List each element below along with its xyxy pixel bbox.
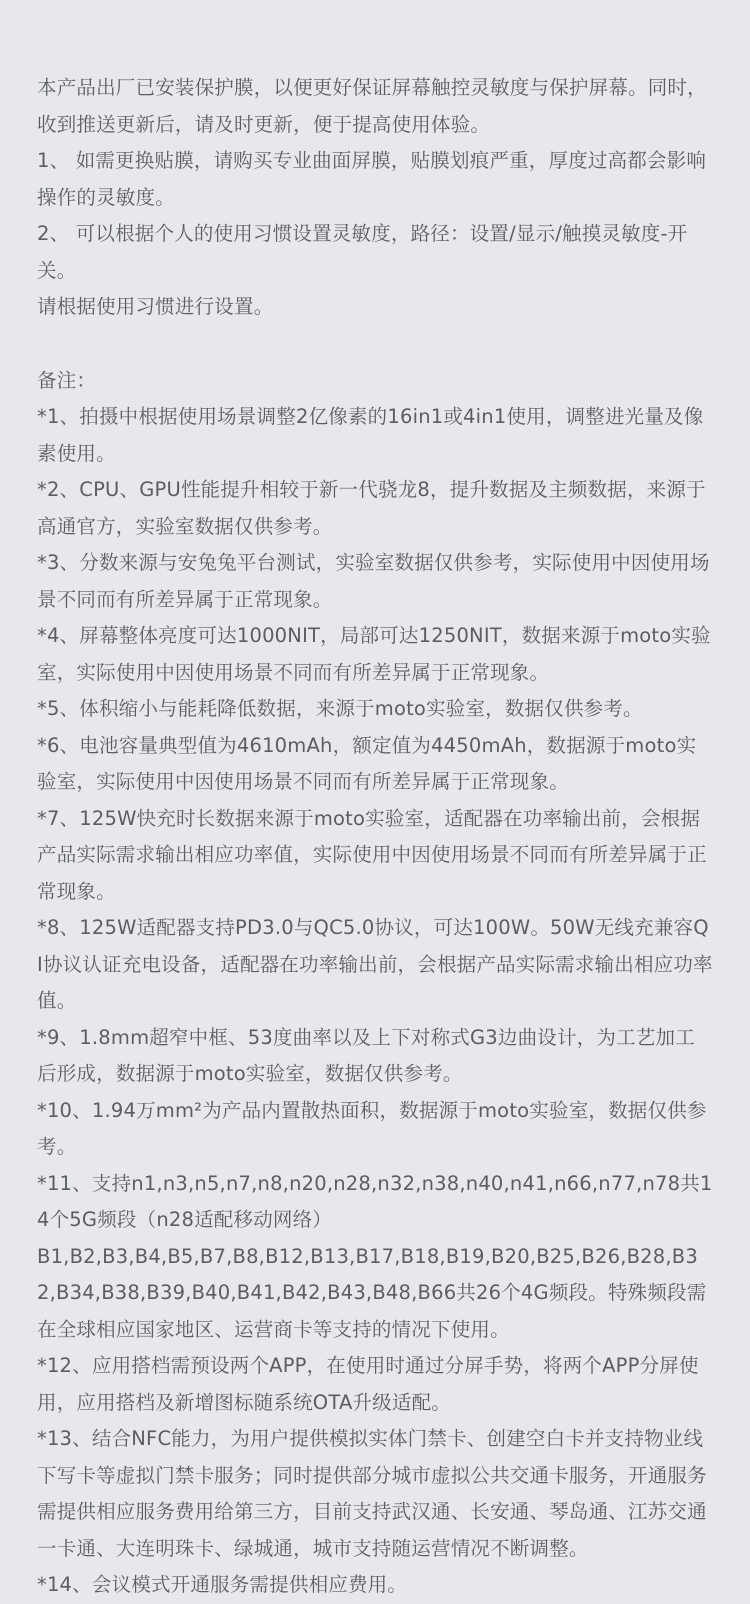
note-item-11-5g-bands: *11、支持n1,n3,n5,n7,n8,n20,n28,n32,n38,n40,n41,n66,n77,n78共14个5G频段（n28适配移动网络） xyxy=(37,1171,713,1231)
intro-item-replace-film: 1、 如需更换贴膜，请购买专业曲面屏膜，贴膜划痕严重，厚度过高都会影响操作的灵敏度。 xyxy=(37,149,707,209)
note-item-4: *4、屏幕整体亮度可达1000NIT，局部可达1250NIT，数据来源于moto实验室，实际使用中因使用场景不同而有所差异属于正常现象。 xyxy=(37,624,711,684)
note-item-1: *1、拍摄中根据使用场景调整2亿像素的16in1或4in1使用，调整进光量及像素使用。 xyxy=(37,405,704,465)
note-item-5: *5、体积缩小与能耗降低数据，来源于moto实验室，数据仅供参考。 xyxy=(37,697,643,720)
note-item-12: *12、应用搭档需预设两个APP，在使用时通过分屏手势，将两个APP分屏使用，应用搭档及新增图标随系统OTA升级适配。 xyxy=(37,1354,699,1414)
note-item-3: *3、分数来源与安兔兔平台测试，实验室数据仅供参考，实际使用中因使用场景不同而有所差异属于正常现象。 xyxy=(37,551,710,611)
note-item-7: *7、125W快充时长数据来源于moto实验室，适配器在功率输出前，会根据产品实际需求输出相应功率值，实际使用中因使用场景不同而有所差异属于正常现象。 xyxy=(37,806,707,903)
section-spacer xyxy=(37,326,713,363)
note-item-2: *2、CPU、GPU性能提升相较于新一代骁龙8，提升数据及主频数据，来源于高通官方，实验室数据仅供参考。 xyxy=(37,478,706,538)
note-item-10: *10、1.94万mm²为产品内置散热面积，数据源于moto实验室，数据仅供参考。 xyxy=(37,1098,707,1158)
intro-item-sensitivity-setting: 2、 可以根据个人的使用习惯设置灵敏度，路径：设置/显示/触摸灵敏度-开关。 xyxy=(37,222,688,282)
note-item-14: *14、会议模式开通服务需提供相应费用。 xyxy=(37,1573,408,1596)
notes-heading: 备注： xyxy=(37,368,97,392)
intro-closing-line: 请根据使用习惯进行设置。 xyxy=(37,295,274,318)
note-item-13: *13、结合NFC能力，为用户提供模拟实体门禁卡、创建空白卡并支持物业线下写卡等虚拟门禁卡服务；同时提供部分城市虚拟公共交通卡服务，开通服务需提供相应服务费用给第三方，目前支持武汉通、长安通、琴岛通、江苏交通一卡通、大连明珠卡、绿城通，城市支持随运营情况不断调整。 xyxy=(37,1427,707,1560)
intro-paragraph-protective-film: 本产品出厂已安装保护膜，以便更好保证屏幕触控灵敏度与保护屏幕。同时，收到推送更新后，请及时更新，便于提高使用体验。 xyxy=(37,76,707,136)
note-item-11-4g-bands: B1,B2,B3,B4,B5,B7,B8,B12,B13,B17,B18,B19,B20,B25,B26,B28,B32,B34,B38,B39,B40,B41,B42,B43,B48,B66共26个4G频段。特殊频段需在全球相应国家地区、运营商卡等支持的情况下使用。 xyxy=(37,1244,707,1341)
note-item-8: *8、125W适配器支持PD3.0与QC5.0协议，可达100W。50W无线充兼容QI协议认证充电设备，适配器在功率输出前，会根据产品实际需求输出相应功率值。 xyxy=(37,916,713,1012)
notes-section xyxy=(37,363,713,1604)
intro-section xyxy=(37,70,713,326)
note-item-9: *9、1.8mm超窄中框、53度曲率以及上下对称式G3边曲设计，为工艺加工后形成，数据源于moto实验室，数据仅供参考。 xyxy=(37,1025,695,1085)
note-item-6: *6、电池容量典型值为4610mAh，额定值为4450mAh，数据源于moto实验室，实际使用中因使用场景不同而有所差异属于正常现象。 xyxy=(37,733,697,793)
